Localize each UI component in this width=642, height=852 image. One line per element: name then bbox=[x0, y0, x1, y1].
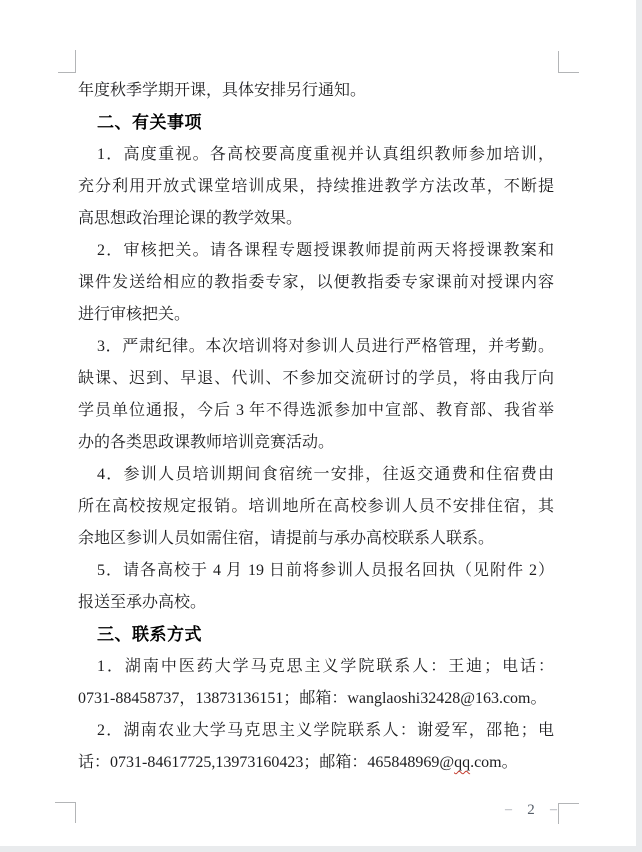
body-line: 余地区参训人员如需住宿，请提前与承办高校联系人联系。 bbox=[78, 530, 495, 547]
contact-line-text: 话：0731-84617725,13973160423；邮箱：465848969@ bbox=[78, 754, 455, 771]
body-line: 3．严肃纪律。本次培训将对参训人员进行严格管理，并考勤。 bbox=[97, 338, 554, 355]
body-line: 学员单位通报，今后 3 年不得选派参加中宣部、教育部、我省举 bbox=[78, 402, 554, 419]
body-line bbox=[78, 747, 554, 779]
body-line: 课件发送给相应的教指委专家，以便教指委专家课前对授课内容 bbox=[78, 274, 554, 291]
body-line: 所在高校按规定报销。培训地所在高校参训人员不安排住宿，其 bbox=[78, 498, 554, 515]
document-body[interactable] bbox=[78, 75, 554, 779]
body-line: 1．高度重视。各高校要高度重视并认真组织教师参加培训， bbox=[97, 146, 554, 163]
body-line: 0731-88458737，13873136151；邮箱：wanglaoshi32428@163.com。 bbox=[78, 690, 547, 707]
body-line: 5．请各高校于 4 月 19 日前将参训人员报名回执（见附件 2） bbox=[97, 562, 554, 579]
text-boundary-mark-bottom-right bbox=[558, 803, 579, 824]
body-line: 办的各类思政课教师培训竞赛活动。 bbox=[78, 434, 335, 451]
body-line: 2．湖南农业大学马克思主义学院联系人：谢爱军，邵艳；电 bbox=[97, 722, 554, 739]
page-number bbox=[505, 799, 557, 821]
body-line: 报送至承办高校。 bbox=[78, 594, 207, 611]
spellcheck-flagged-text: qq bbox=[454, 754, 471, 771]
section-heading-2: 二、有关事项 bbox=[97, 113, 202, 132]
text-boundary-mark-bottom-left bbox=[55, 802, 76, 823]
body-line: 1．湖南中医药大学马克思主义学院联系人：王迪；电话： bbox=[97, 658, 554, 675]
body-line: 充分利用开放式课堂培训成果，持续推进教学方法改革，不断提 bbox=[78, 178, 554, 195]
body-line: 进行审核把关。 bbox=[78, 306, 191, 323]
body-line: 缺课、迟到、早退、代训、不参加交流研讨的学员，将由我厅向 bbox=[78, 370, 554, 387]
page-number-dash: – bbox=[550, 802, 557, 817]
section-heading-3: 三、联系方式 bbox=[97, 625, 202, 644]
contact-line-text: .com。 bbox=[470, 754, 518, 771]
body-line: 高思想政治理论课的教学效果。 bbox=[78, 210, 303, 227]
body-line: 4．参训人员培训期间食宿统一安排，往返交通费和住宿费由 bbox=[97, 466, 554, 483]
page-number-value: 2 bbox=[527, 801, 535, 818]
text-boundary-mark-top-right bbox=[558, 51, 579, 73]
page-number-dash: – bbox=[505, 802, 512, 817]
body-line: 2．审核把关。请各课程专题授课教师提前两天将授课教案和 bbox=[97, 242, 554, 259]
body-line: 年度秋季学期开课，具体安排另行通知。 bbox=[78, 82, 367, 99]
text-boundary-mark-top-left bbox=[58, 50, 76, 73]
